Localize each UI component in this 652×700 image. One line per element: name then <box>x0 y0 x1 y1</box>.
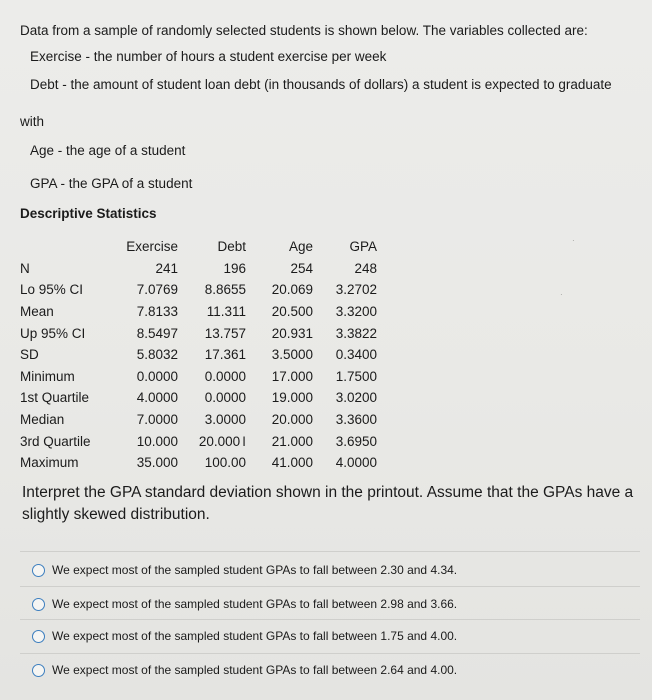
row-label: Lo 95% CI <box>20 282 84 298</box>
answer-option-label: We expect most of the sampled student GPAs to fall between 1.75 and 4.00. <box>52 629 458 643</box>
table-cell: 7.0769 <box>136 282 178 298</box>
descriptive-statistics-heading: Descriptive Statistics <box>20 206 157 221</box>
table-row <box>20 366 377 388</box>
table-cell: 20.500 <box>271 304 313 320</box>
table-cell: 241 <box>155 260 178 276</box>
table-cell: 248 <box>354 260 377 276</box>
radio-button-icon[interactable] <box>32 598 45 611</box>
radio-button-icon[interactable] <box>32 630 45 643</box>
radio-button-icon[interactable] <box>32 564 45 577</box>
table-row <box>20 430 377 452</box>
column-header-age: Age <box>288 239 313 255</box>
variable-gpa: GPA - the GPA of a student <box>30 176 193 191</box>
text-cursor-icon: I <box>242 433 246 450</box>
table-cell: 10.000 <box>136 433 178 449</box>
answer-option-label: We expect most of the sampled student GPAs to fall between 2.98 and 3.66. <box>52 597 458 611</box>
variable-debt-continuation: with <box>20 114 45 129</box>
table-cell: 19.000 <box>271 390 313 406</box>
table-cell: 20.000 <box>271 412 313 428</box>
question-text: Interpret the GPA standard deviation shown in the printout. Assume that the GPAs have a slightly skewed distribution. <box>22 484 634 523</box>
table-cell: 0.0000 <box>136 368 178 384</box>
option-divider <box>20 653 640 654</box>
table-cell: 41.000 <box>271 455 313 471</box>
table-cell: 7.8133 <box>136 304 178 320</box>
descriptive-statistics-table <box>20 236 377 474</box>
table-row <box>20 409 377 431</box>
table-header-row <box>20 236 377 258</box>
table-cell: 20.069 <box>271 282 313 298</box>
table-cell: 8.8655 <box>204 282 246 298</box>
table-cell: 8.5497 <box>136 325 178 341</box>
speck-mark: · <box>572 236 575 245</box>
table-cell: 3.3822 <box>335 325 377 341</box>
table-cell: 7.0000 <box>136 412 178 428</box>
row-label: Up 95% CI <box>20 325 86 341</box>
table-row <box>20 344 377 366</box>
answer-option-1[interactable] <box>32 563 457 577</box>
answer-option-label: We expect most of the sampled student GPAs to fall between 2.64 and 4.00. <box>52 663 458 677</box>
table-cell: 3.0200 <box>335 390 377 406</box>
answer-option-4[interactable] <box>32 663 457 677</box>
table-cell: 254 <box>290 260 313 276</box>
answer-option-2[interactable] <box>32 597 457 611</box>
table-row <box>20 279 377 301</box>
table-row <box>20 322 377 344</box>
answer-option-3[interactable] <box>32 629 457 643</box>
table-header-blank <box>20 236 108 258</box>
option-divider <box>20 551 640 552</box>
row-label: 3rd Quartile <box>20 433 91 449</box>
table-row <box>20 387 377 409</box>
table-row <box>20 452 377 474</box>
row-label: Mean <box>20 304 54 320</box>
table-row <box>20 258 377 280</box>
variable-age: Age - the age of a student <box>30 143 186 158</box>
table-cell: 5.8032 <box>136 347 178 363</box>
radio-button-icon[interactable] <box>32 664 45 677</box>
table-cell: 4.0000 <box>335 455 377 471</box>
option-divider <box>20 619 640 620</box>
table-cell: 21.000 <box>271 433 313 449</box>
row-label: SD <box>20 347 39 363</box>
table-cell: 3.3200 <box>335 304 377 320</box>
table-cell: 20.931 <box>271 325 313 341</box>
speck-mark: · <box>560 290 563 299</box>
table-cell: 20.000 <box>198 434 241 450</box>
row-label: Maximum <box>20 455 79 471</box>
table-cell: 3.3600 <box>335 412 377 428</box>
table-cell: 11.311 <box>206 304 246 320</box>
table-cell: 35.000 <box>136 455 178 471</box>
table-row <box>20 301 377 323</box>
column-header-exercise: Exercise <box>126 239 178 255</box>
option-divider <box>20 586 640 587</box>
row-label: N <box>20 260 30 276</box>
column-header-gpa: GPA <box>349 239 377 255</box>
row-label: Minimum <box>20 368 75 384</box>
table-cell: 3.5000 <box>271 347 313 363</box>
variable-debt: Debt - the amount of student loan debt (in thousands of dollars) a student is expected to graduate <box>30 77 612 92</box>
column-header-debt: Debt <box>217 239 246 255</box>
table-cell: 196 <box>223 260 246 276</box>
table-cell: 1.7500 <box>335 368 377 384</box>
table-cell: 0.0000 <box>204 368 246 384</box>
table-cell: 0.0000 <box>204 390 246 406</box>
table-cell: 3.6950 <box>335 433 377 449</box>
table-cell: 3.2702 <box>335 282 377 298</box>
row-label: Median <box>20 412 65 428</box>
row-label: 1st Quartile <box>20 390 90 406</box>
table-cell: 17.000 <box>271 368 313 384</box>
table-cell-with-cursor <box>178 430 246 452</box>
table-cell: 13.757 <box>204 325 246 341</box>
table-cell: 3.0000 <box>204 412 246 428</box>
variable-exercise: Exercise - the number of hours a student exercise per week <box>30 49 387 64</box>
table-cell: 4.0000 <box>136 390 178 406</box>
intro-text: Data from a sample of randomly selected students is shown below. The variables collected are: <box>20 23 588 38</box>
table-cell: 100.00 <box>204 455 246 471</box>
table-cell: 0.3400 <box>335 347 377 363</box>
table-cell: 17.361 <box>204 347 246 363</box>
answer-option-label: We expect most of the sampled student GPAs to fall between 2.30 and 4.34. <box>52 563 458 577</box>
